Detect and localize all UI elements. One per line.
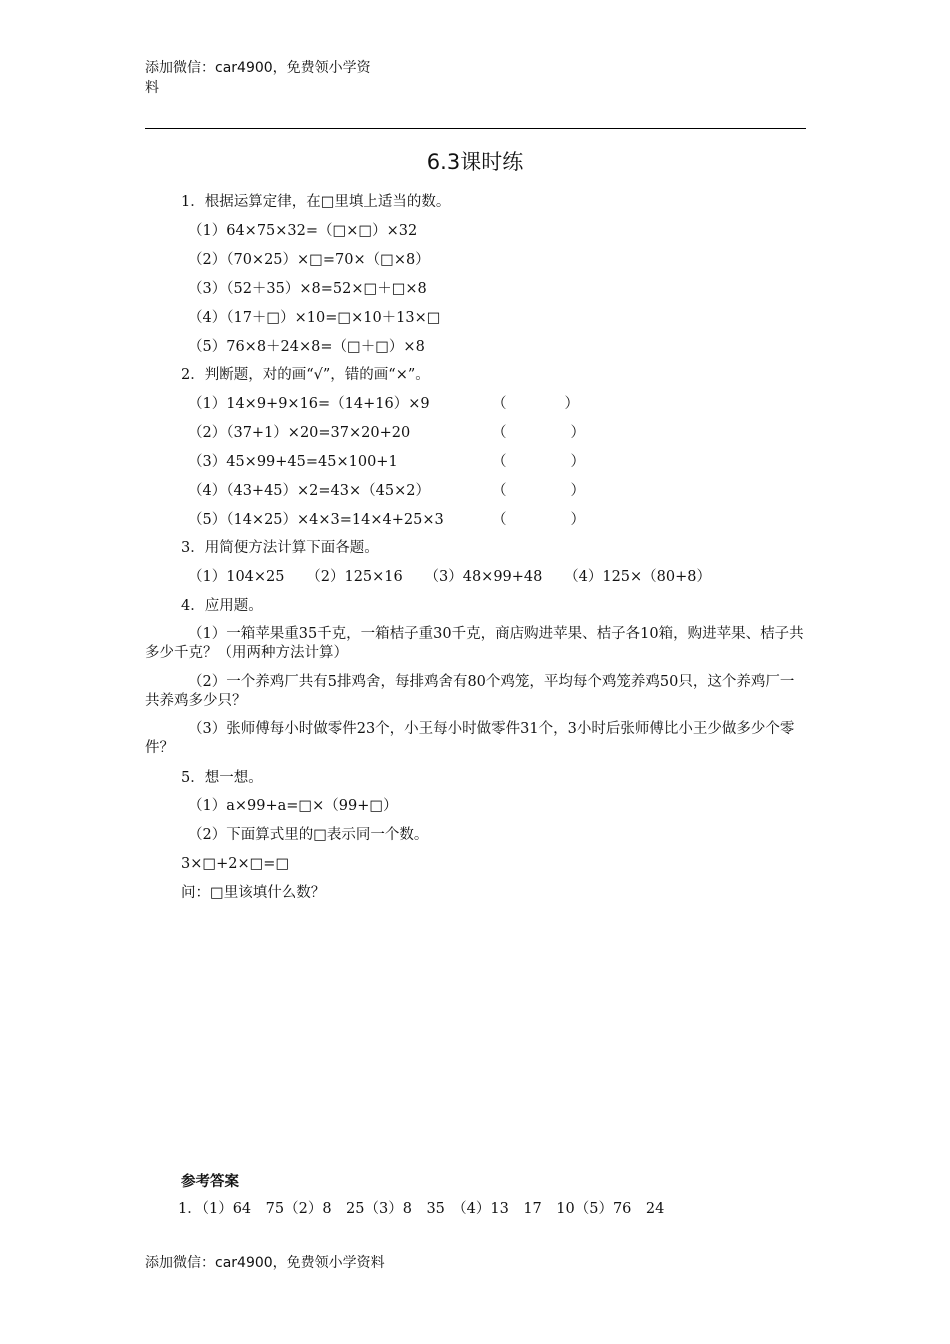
q2-answer-blank-1[interactable]: （ ） [492,396,579,412]
q1-item-1: （1）64×75×32=（□×□）×32 [188,223,418,239]
q2-answer-blank-2[interactable]: （ ） [492,425,585,441]
answers-line-1: 1．（1）64 75（2）8 25（3）8 35 （4）13 17 10（5）76 24 [178,1201,665,1217]
q2-item-1: （1）14×9+9×16=（14+16）×9 [188,396,430,412]
q2-item-4: （4）（43+45）×2=43×（45×2） [188,483,430,499]
q5-item-3: 3×□+2×□=□ [181,856,290,872]
footer-note: 添加微信：car4900，免费领小学资料 [145,1255,385,1271]
q4-item-3: （3）张师傅每小时做零件23个，小王每小时做零件31个，3小时后张师傅比小王少做多少个零件？ [145,721,795,756]
q2-item-5: （5）（14×25）×4×3=14×4+25×3 [188,512,444,528]
header-rule [145,128,806,129]
q5-item-4: 问：□里该填什么数？ [181,885,326,901]
q1-item-4: （4）（17＋□）×10=□×10＋13×□ [188,310,441,326]
q3-items: （1）104×25 （2）125×16 （3）48×99+48 （4）125×（80+8） [188,569,712,585]
header-note [145,58,371,98]
q1-item-2: （2）（70×25）×□=70×（□×8） [188,252,430,268]
q3-heading: 3．用简便方法计算下面各题。 [181,540,379,556]
q4-item-1: （1）一箱苹果重35千克，一箱桔子重30千克，商店购进苹果、桔子各10箱，购进苹果、桔子共多少千克？（用两种方法计算） [145,626,804,661]
q2-heading: 2．判断题，对的画“√”，错的画“×”。 [181,367,430,383]
q5-heading: 5．想一想。 [181,770,263,786]
answers-title: 参考答案 [181,1174,239,1190]
q1-item-3: （3）（52＋35）×8=52×□＋□×8 [188,281,427,297]
q2-item-3: （3）45×99+45=45×100+1 [188,454,398,470]
q2-answer-blank-4[interactable]: （ ） [492,483,585,499]
header-note-line1: 添加微信：car4900，免费领小学资 [145,60,371,76]
q1-heading: 1．根据运算定律，在□里填上适当的数。 [181,194,451,210]
header-note-line2: 料 [145,80,159,96]
page-title: 6.3课时练 [426,150,524,174]
q2-answer-blank-5[interactable]: （ ） [492,512,585,528]
q5-item-1: （1）a×99+a=□×（99+□） [188,798,398,814]
q4-heading: 4．应用题。 [181,598,263,614]
q1-item-5: （5）76×8＋24×8=（□＋□）×8 [188,339,425,355]
q4-item-2: （2）一个养鸡厂共有5排鸡舍，每排鸡舍有80个鸡笼，平均每个鸡笼养鸡50只，这个养鸡厂一共养鸡多少只？ [145,674,795,709]
q2-answer-blank-3[interactable]: （ ） [492,454,585,470]
q2-item-2: （2）（37+1）×20=37×20+20 [188,425,411,441]
q5-item-2: （2）下面算式里的□表示同一个数。 [188,827,429,843]
